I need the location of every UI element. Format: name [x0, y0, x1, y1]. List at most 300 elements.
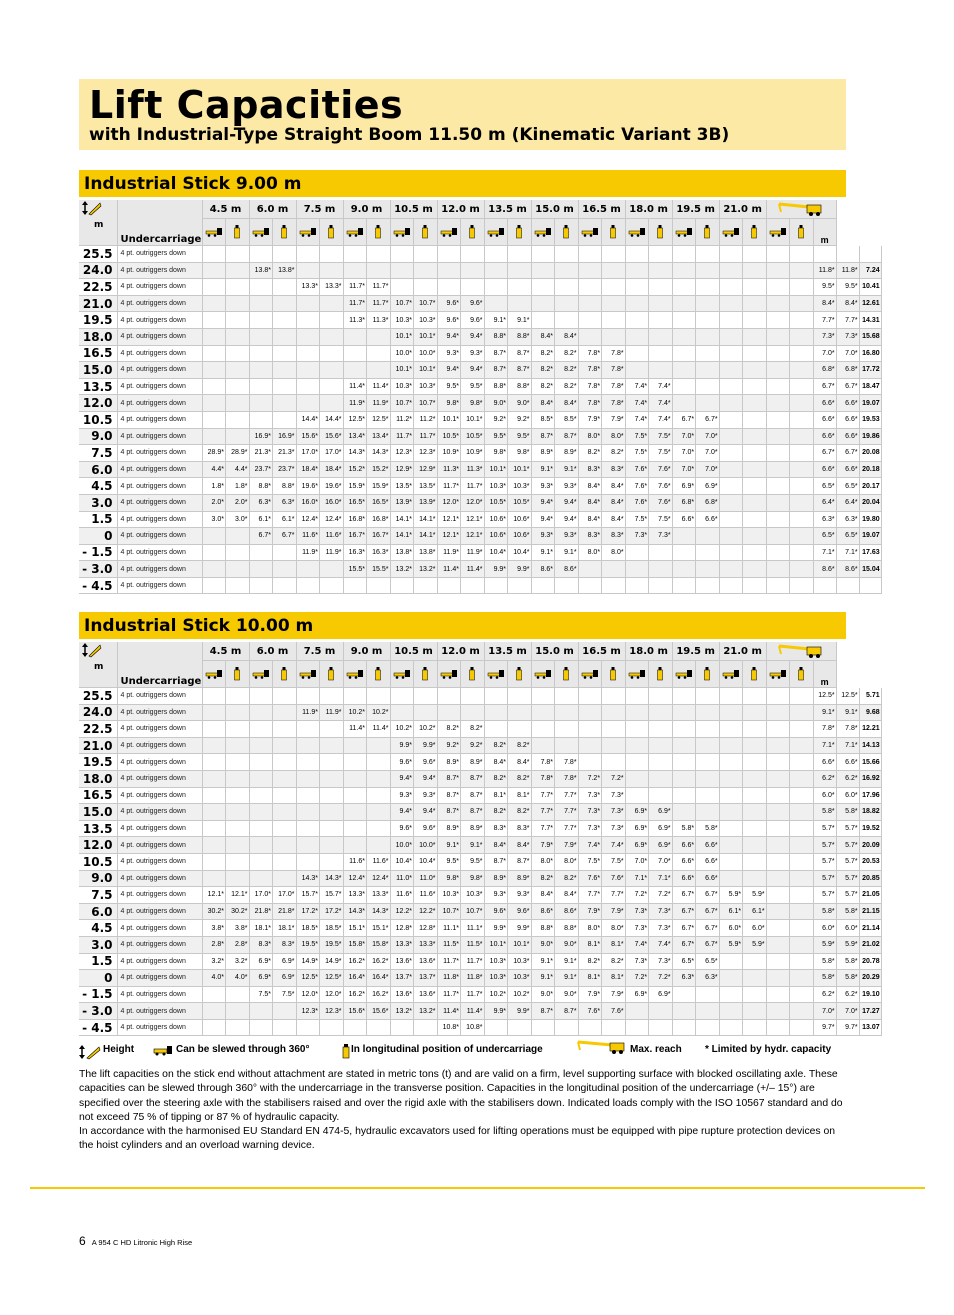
capacity-cell: 10.1* — [414, 362, 438, 379]
capacity-cell: 9.6* — [461, 312, 485, 329]
capacity-cell — [249, 577, 273, 594]
capacity-cell: 7.9* — [555, 837, 579, 854]
capacity-cell — [649, 704, 673, 721]
capacity-cell: 8.1* — [578, 970, 602, 987]
capacity-cell — [343, 820, 367, 837]
capacity-cell — [790, 936, 814, 953]
capacity-cell: 21.02 — [859, 936, 881, 953]
capacity-cell — [296, 262, 320, 279]
capacity-cell — [367, 246, 391, 263]
capacity-cell: 9.4* — [414, 770, 438, 787]
capacity-cell — [390, 262, 414, 279]
capacity-cell — [696, 737, 720, 754]
capacity-cell — [625, 262, 649, 279]
capacity-cell — [226, 1003, 250, 1020]
capacity-cell: 7.1* — [813, 737, 836, 754]
capacity-cell: 7.5* — [273, 986, 297, 1003]
capacity-cell — [649, 688, 673, 705]
capacity-cell — [602, 312, 626, 329]
capacity-cell — [672, 262, 696, 279]
height-value: 12.0 — [79, 837, 117, 854]
capacity-cell — [625, 721, 649, 738]
capacity-cell: 6.7* — [249, 528, 273, 545]
capacity-cell: 7.5* — [578, 853, 602, 870]
capacity-cell — [743, 820, 767, 837]
capacity-cell — [790, 395, 814, 412]
capacity-cell — [625, 312, 649, 329]
capacity-cell: 6.1* — [743, 903, 767, 920]
capacity-cell: 14.3* — [343, 903, 367, 920]
longitudinal-icon — [656, 667, 664, 681]
capacity-cell — [320, 737, 344, 754]
capacity-cell: 12.8* — [390, 920, 414, 937]
reach-header: 19.5 m — [672, 642, 719, 661]
capacity-cell: 9.9* — [484, 920, 508, 937]
capacity-cell — [273, 246, 297, 263]
capacity-cell — [273, 378, 297, 395]
capacity-cell: 10.5* — [484, 494, 508, 511]
capacity-cell: 7.4* — [625, 411, 649, 428]
capacity-cell: 9.3* — [390, 787, 414, 804]
capacity-cell: 20.29 — [859, 970, 881, 987]
capacity-cell — [320, 362, 344, 379]
capacity-cell: 8.0* — [602, 544, 626, 561]
capacity-cell: 11.9* — [320, 544, 344, 561]
capacity-cell: 8.6* — [531, 903, 555, 920]
longitudinal-column — [696, 219, 720, 246]
capacity-cell — [578, 577, 602, 594]
capacity-cell: 13.3* — [367, 887, 391, 904]
capacity-cell: 8.2* — [531, 345, 555, 362]
capacity-cell: 11.4* — [437, 561, 461, 578]
capacity-cell — [696, 1019, 720, 1036]
capacity-cell: 16.7* — [367, 528, 391, 545]
longitudinal-icon — [609, 225, 617, 239]
height-value: 13.5 — [79, 820, 117, 837]
slew-icon — [487, 227, 505, 237]
undercarriage-value: 4 pt. outriggers down — [117, 246, 202, 263]
capacity-cell — [766, 953, 790, 970]
capacity-cell: 6.7* — [696, 920, 720, 937]
capacity-cell: 11.6* — [343, 853, 367, 870]
capacity-cell: 8.7* — [461, 770, 485, 787]
longitudinal-column — [649, 661, 673, 688]
capacity-cell — [249, 544, 273, 561]
capacity-cell: 5.8* — [813, 953, 836, 970]
capacity-cell — [273, 1003, 297, 1020]
capacity-cell: 17.0* — [296, 445, 320, 462]
capacity-cell: 8.7* — [508, 345, 532, 362]
capacity-cell — [273, 295, 297, 312]
capacity-cell: 7.4* — [578, 837, 602, 854]
capacity-cell — [743, 279, 767, 296]
capacity-cell: 12.0* — [437, 494, 461, 511]
capacity-cell — [296, 770, 320, 787]
capacity-cell: 7.5* — [625, 511, 649, 528]
capacity-cell: 7.3* — [625, 953, 649, 970]
capacity-cell: 8.0* — [578, 428, 602, 445]
capacity-cell: 7.3* — [625, 903, 649, 920]
capacity-cell: 8.4* — [531, 395, 555, 412]
capacity-cell — [743, 721, 767, 738]
height-value: 22.5 — [79, 721, 117, 738]
capacity-cell — [367, 1019, 391, 1036]
capacity-cell: 16.0* — [296, 494, 320, 511]
slew-column — [296, 661, 320, 688]
slew-column — [719, 661, 743, 688]
capacity-cell: 8.4* — [578, 511, 602, 528]
capacity-cell: 8.3* — [602, 528, 626, 545]
capacity-cell: 19.10 — [859, 986, 881, 1003]
table-row — [79, 770, 881, 787]
capacity-cell: 9.4* — [461, 362, 485, 379]
capacity-cell — [578, 737, 602, 754]
capacity-cell — [790, 378, 814, 395]
capacity-cell: 7.2* — [649, 970, 673, 987]
capacity-cell — [743, 246, 767, 263]
capacity-cell — [649, 328, 673, 345]
capacity-cell — [625, 704, 649, 721]
undercarriage-value: 4 pt. outriggers down — [117, 770, 202, 787]
undercarriage-value: 4 pt. outriggers down — [117, 837, 202, 854]
capacity-cell — [743, 511, 767, 528]
capacity-cell: 10.3* — [390, 378, 414, 395]
capacity-cell: 11.7* — [461, 953, 485, 970]
capacity-cell — [743, 362, 767, 379]
capacity-cell: 12.4* — [343, 870, 367, 887]
capacity-cell: 7.6* — [578, 870, 602, 887]
capacity-cell — [296, 312, 320, 329]
capacity-cell — [790, 478, 814, 495]
longitudinal-icon — [609, 667, 617, 681]
capacity-cell — [555, 688, 579, 705]
capacity-cell: 6.3* — [813, 511, 836, 528]
capacity-cell: 7.2* — [625, 970, 649, 987]
capacity-cell: 18.5* — [320, 920, 344, 937]
capacity-cell: 8.7* — [461, 787, 485, 804]
capacity-cell: 7.7* — [578, 887, 602, 904]
capacity-cell — [531, 246, 555, 263]
capacity-cell — [437, 577, 461, 594]
undercarriage-value: 4 pt. outriggers down — [117, 754, 202, 771]
capacity-cell: 15.8* — [343, 936, 367, 953]
capacity-cell: 9.2* — [508, 411, 532, 428]
model-name: A 954 C HD Litronic High Rise — [91, 1238, 193, 1247]
capacity-cell — [743, 494, 767, 511]
longitudinal-icon — [750, 225, 758, 239]
slew-icon — [487, 669, 505, 679]
capacity-cell: 7.2* — [578, 770, 602, 787]
capacity-cell: 7.7* — [813, 312, 836, 329]
capacity-cell: 5.7* — [836, 887, 859, 904]
capacity-cell: 7.4* — [625, 936, 649, 953]
capacity-cell: 8.8* — [555, 920, 579, 937]
capacity-cell: 15.5* — [343, 561, 367, 578]
height-value: 15.0 — [79, 804, 117, 821]
slew-column — [531, 219, 555, 246]
longitudinal-column — [508, 661, 532, 688]
undercarriage-value: 4 pt. outriggers down — [117, 887, 202, 904]
legend — [79, 1040, 846, 1062]
longitudinal-icon — [327, 667, 335, 681]
capacity-cell: 7.3* — [649, 953, 673, 970]
reach-header: 7.5 m — [296, 642, 343, 661]
reach-header: 21.0 m — [719, 642, 766, 661]
reach-header: 15.0 m — [531, 200, 578, 219]
slew-icon — [252, 227, 270, 237]
longitudinal-column — [555, 219, 579, 246]
capacity-cell — [320, 820, 344, 837]
capacity-cell: 7.5* — [649, 428, 673, 445]
capacity-cell: 12.5* — [296, 970, 320, 987]
slew-icon — [628, 669, 646, 679]
table-row — [79, 494, 881, 511]
capacity-cell — [390, 704, 414, 721]
capacity-cell: 8.9* — [531, 445, 555, 462]
table-row — [79, 820, 881, 837]
capacity-cell: 12.9* — [390, 461, 414, 478]
capacity-cell: 9.7* — [836, 1019, 859, 1036]
capacity-cell: 10.3* — [508, 478, 532, 495]
table-row — [79, 953, 881, 970]
capacity-cell: 8.6* — [555, 903, 579, 920]
capacity-cell: 10.2* — [508, 986, 532, 1003]
capacity-cell — [578, 328, 602, 345]
capacity-cell: 7.7* — [602, 887, 626, 904]
capacity-cell — [226, 577, 250, 594]
capacity-cell — [602, 721, 626, 738]
capacity-cell — [836, 246, 859, 263]
capacity-cell: 8.2* — [484, 770, 508, 787]
capacity-cell: 8.9* — [484, 870, 508, 887]
capacity-cell: 15.1* — [343, 920, 367, 937]
capacity-cell: 10.1* — [390, 328, 414, 345]
capacity-cell: 8.6* — [836, 561, 859, 578]
table-section-stick-10 — [79, 612, 880, 1036]
capacity-cell: 14.31 — [859, 312, 881, 329]
capacity-cell: 10.1* — [484, 936, 508, 953]
capacity-cell: 7.6* — [625, 461, 649, 478]
capacity-cell: 7.3* — [602, 804, 626, 821]
capacity-cell — [743, 953, 767, 970]
slew-icon — [205, 227, 223, 237]
capacity-cell: 8.0* — [602, 920, 626, 937]
capacity-cell — [672, 577, 696, 594]
longitudinal-column — [273, 219, 297, 246]
capacity-cell: 7.3* — [625, 528, 649, 545]
capacity-cell: 10.5* — [461, 428, 485, 445]
capacity-cell — [766, 461, 790, 478]
capacity-cell: 8.9* — [461, 820, 485, 837]
capacity-cell: 13.8* — [273, 262, 297, 279]
capacity-cell — [578, 262, 602, 279]
capacity-cell — [249, 279, 273, 296]
capacity-cell: 7.9* — [531, 837, 555, 854]
capacity-cell — [859, 577, 881, 594]
slew-icon — [534, 227, 552, 237]
capacity-cell: 10.6* — [484, 528, 508, 545]
capacity-cell: 11.7* — [343, 295, 367, 312]
capacity-cell — [602, 262, 626, 279]
capacity-cell: 7.8* — [531, 754, 555, 771]
capacity-cell: 6.9* — [249, 970, 273, 987]
capacity-cell — [836, 577, 859, 594]
capacity-cell: 5.8* — [836, 804, 859, 821]
capacity-cell: 8.2* — [555, 362, 579, 379]
capacity-cell — [790, 1003, 814, 1020]
capacity-cell — [672, 312, 696, 329]
capacity-cell: 11.2* — [390, 411, 414, 428]
capacity-cell: 6.7* — [836, 378, 859, 395]
capacity-cell: 8.2* — [508, 737, 532, 754]
slew-column — [719, 219, 743, 246]
capacity-cell — [226, 853, 250, 870]
legend-longitudinal: In longitudinal position of undercarriage — [351, 1044, 543, 1055]
capacity-cell — [649, 312, 673, 329]
capacity-cell: 14.1* — [414, 511, 438, 528]
longitudinal-column — [367, 219, 391, 246]
capacity-cell: 12.1* — [437, 511, 461, 528]
capacity-cell: 9.1* — [555, 544, 579, 561]
capacity-cell — [202, 378, 226, 395]
capacity-cell — [249, 295, 273, 312]
slew-icon — [769, 227, 787, 237]
slew-column — [390, 219, 414, 246]
capacity-table — [79, 200, 882, 594]
capacity-cell: 8.5* — [555, 411, 579, 428]
capacity-cell: 17.2* — [296, 903, 320, 920]
capacity-cell — [790, 804, 814, 821]
capacity-cell: 11.7* — [437, 478, 461, 495]
undercarriage-value: 4 pt. outriggers down — [117, 262, 202, 279]
capacity-cell: 12.5* — [836, 688, 859, 705]
height-value: 4.5 — [79, 478, 117, 495]
capacity-cell: 6.8* — [813, 362, 836, 379]
page-subtitle: with Industrial-Type Straight Boom 11.50 m (Kinematic Variant 3B) — [89, 125, 730, 145]
capacity-cell: 21.05 — [859, 887, 881, 904]
capacity-cell — [790, 494, 814, 511]
capacity-cell: 16.80 — [859, 345, 881, 362]
capacity-cell: 5.9* — [836, 936, 859, 953]
capacity-cell — [273, 1019, 297, 1036]
capacity-cell: 8.8* — [508, 328, 532, 345]
capacity-cell — [719, 870, 743, 887]
capacity-cell — [226, 312, 250, 329]
max-reach-icon — [576, 1038, 628, 1056]
capacity-cell: 8.4* — [602, 511, 626, 528]
capacity-cell: 12.5* — [813, 688, 836, 705]
capacity-cell: 9.6* — [414, 754, 438, 771]
capacity-cell: 19.6* — [296, 478, 320, 495]
capacity-cell: 14.3* — [367, 903, 391, 920]
capacity-cell — [696, 395, 720, 412]
capacity-cell: 16.9* — [273, 428, 297, 445]
capacity-cell — [390, 688, 414, 705]
capacity-cell: 6.3* — [696, 970, 720, 987]
table-row — [79, 920, 881, 937]
capacity-cell: 8.1* — [484, 787, 508, 804]
capacity-cell: 11.4* — [367, 378, 391, 395]
capacity-cell: 8.6* — [555, 561, 579, 578]
max-reach-icon — [777, 200, 825, 218]
capacity-cell: 11.7* — [437, 986, 461, 1003]
capacity-cell: 8.2* — [508, 770, 532, 787]
capacity-cell — [602, 737, 626, 754]
capacity-cell: 8.9* — [508, 870, 532, 887]
capacity-cell: 11.3* — [437, 461, 461, 478]
capacity-cell — [414, 246, 438, 263]
capacity-cell — [226, 688, 250, 705]
capacity-cell — [226, 787, 250, 804]
capacity-cell: 8.0* — [578, 544, 602, 561]
capacity-cell — [766, 986, 790, 1003]
capacity-cell: 5.7* — [813, 887, 836, 904]
capacity-cell: 11.2* — [414, 411, 438, 428]
capacity-cell: 6.7* — [672, 920, 696, 937]
capacity-cell: 6.7* — [696, 411, 720, 428]
capacity-cell — [625, 544, 649, 561]
capacity-cell: 9.5* — [813, 279, 836, 296]
undercarriage-value: 4 pt. outriggers down — [117, 577, 202, 594]
capacity-cell — [555, 704, 579, 721]
capacity-cell: 10.3* — [414, 378, 438, 395]
capacity-cell — [555, 262, 579, 279]
capacity-cell: 7.7* — [555, 787, 579, 804]
capacity-cell: 10.1* — [414, 328, 438, 345]
capacity-cell: 11.8* — [836, 262, 859, 279]
capacity-cell: 8.5* — [531, 411, 555, 428]
capacity-cell — [743, 445, 767, 462]
capacity-cell — [226, 986, 250, 1003]
capacity-cell — [672, 362, 696, 379]
capacity-cell — [437, 246, 461, 263]
capacity-cell: 13.9* — [414, 494, 438, 511]
capacity-cell — [790, 362, 814, 379]
undercarriage-value: 4 pt. outriggers down — [117, 721, 202, 738]
capacity-cell — [343, 787, 367, 804]
capacity-cell — [273, 853, 297, 870]
longitudinal-column — [414, 661, 438, 688]
capacity-cell: 10.5* — [508, 494, 532, 511]
capacity-cell: 13.2* — [414, 1003, 438, 1020]
reach-header: 16.5 m — [578, 642, 625, 661]
capacity-cell — [461, 246, 485, 263]
capacity-cell — [766, 561, 790, 578]
capacity-cell: 6.9* — [649, 837, 673, 854]
capacity-cell — [743, 804, 767, 821]
capacity-cell — [672, 328, 696, 345]
capacity-cell: 16.2* — [343, 953, 367, 970]
capacity-cell: 11.7* — [461, 478, 485, 495]
capacity-cell: 10.3* — [508, 970, 532, 987]
capacity-cell: 13.7* — [414, 970, 438, 987]
capacity-cell — [226, 820, 250, 837]
capacity-cell: 12.4* — [320, 511, 344, 528]
capacity-cell — [719, 804, 743, 821]
capacity-cell — [343, 770, 367, 787]
capacity-cell — [719, 312, 743, 329]
capacity-cell — [766, 970, 790, 987]
height-icon — [82, 642, 102, 658]
capacity-cell: 9.0* — [555, 986, 579, 1003]
capacity-cell — [719, 770, 743, 787]
capacity-cell: 1.8* — [202, 478, 226, 495]
height-value: 3.0 — [79, 494, 117, 511]
capacity-cell: 6.2* — [813, 770, 836, 787]
undercarriage-value: 4 pt. outriggers down — [117, 461, 202, 478]
capacity-cell: 8.1* — [602, 936, 626, 953]
capacity-cell — [790, 887, 814, 904]
